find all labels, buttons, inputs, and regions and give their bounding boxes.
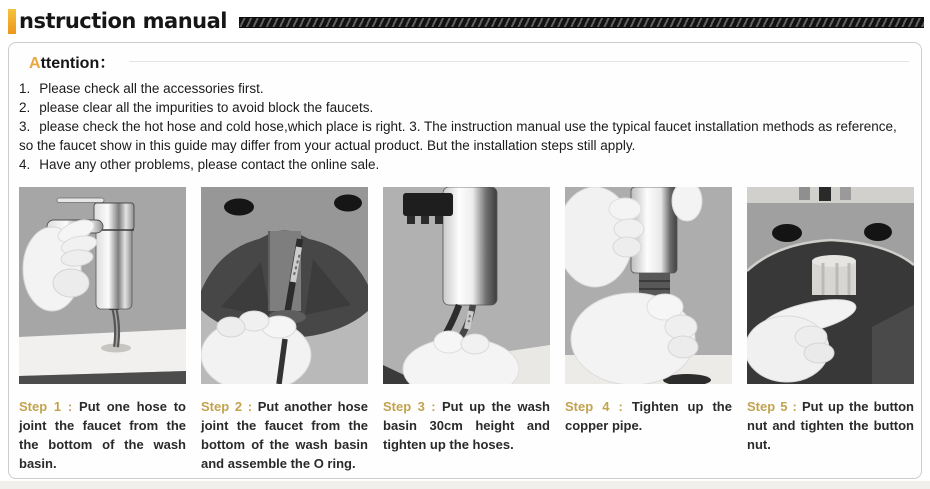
page-header — [0, 0, 930, 40]
step-photos-row — [9, 187, 921, 384]
button-nut — [812, 255, 856, 295]
lower-gloved-hand — [571, 293, 698, 384]
step-3-caption — [383, 397, 550, 473]
attention-item-1 — [19, 79, 911, 98]
attention-item-4-number: 4. — [19, 157, 31, 172]
step-1-caption — [19, 397, 186, 473]
attention-item-2-text: please clear all the impurities to avoid block the faucets. — [39, 100, 374, 115]
attention-list — [19, 79, 911, 174]
attention-item-3 — [19, 117, 911, 155]
wash-basin — [19, 329, 186, 384]
step-1-label: Step 1 : — [19, 399, 73, 414]
step-1-image — [19, 187, 186, 384]
attention-heading — [29, 50, 115, 73]
attention-heading-first-letter: A — [29, 55, 41, 72]
page-title: nstruction manual — [19, 8, 227, 33]
title-initial-i-bar — [8, 9, 16, 34]
attention-item-4 — [19, 155, 911, 174]
step-4-caption — [565, 397, 732, 473]
attention-item-1-number: 1. — [19, 81, 31, 96]
step-2-caption — [201, 397, 368, 473]
step-5-image — [747, 187, 914, 384]
attention-heading-rest: ttention： — [40, 55, 116, 72]
step-captions-row — [9, 397, 921, 473]
step-4-label: Step 4 : — [565, 399, 623, 414]
step-2-text: Put another hose joint the faucet from the bottom of the wash basin and assemble the O ring. — [201, 399, 368, 471]
faucet-pipes-above — [799, 187, 851, 201]
step-5-label: Step 5 : — [747, 399, 797, 414]
attention-item-1-text: Please check all the accessories first. — [39, 81, 264, 96]
step-3-label: Step 3 : — [383, 399, 436, 414]
attention-item-2-number: 2. — [19, 100, 31, 115]
attention-heading-row — [29, 50, 909, 73]
attention-panel — [8, 42, 922, 479]
attention-item-4-text: Have any other problems, please contact the online sale. — [39, 157, 380, 172]
attention-item-3-number: 3. — [19, 119, 31, 134]
attention-item-2 — [19, 98, 911, 117]
step-4-text: Tighten up the copper pipe. — [565, 399, 732, 433]
attention-item-3-text: please check the hot hose and cold hose,which place is right. 3. The instruction manual use the typical faucet installation methods as reference, so the faucet show in this guide may differ from your actual product. But the installation steps still apply. — [19, 119, 897, 153]
step-5-text: Put up the button nut and tighten the button nut. — [747, 399, 914, 452]
step-3-image — [383, 187, 550, 384]
attention-heading-rule — [129, 61, 909, 62]
title-divider-hatched-line — [239, 17, 924, 28]
step-1-text: Put one hose to joint the faucet from the the bottom of the wash basin. — [19, 399, 186, 471]
step-3-text: Put up the wash basin 30cm height and tighten up the hoses. — [383, 399, 550, 452]
step-5-caption — [747, 397, 914, 473]
step-2-image — [201, 187, 368, 384]
step-4-image — [565, 187, 732, 384]
step-2-label: Step 2 : — [201, 399, 253, 414]
page-bottom-strip — [0, 481, 930, 489]
